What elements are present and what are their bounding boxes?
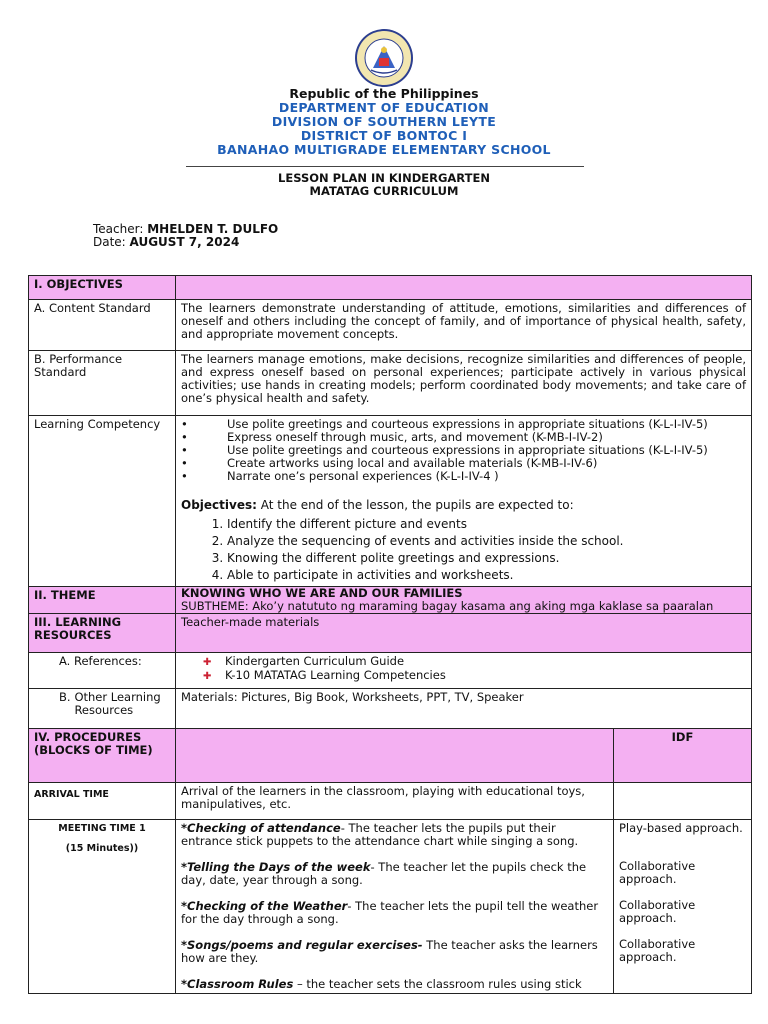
meeting-item: *Checking of attendance- The teacher lets the pupils put their entrance stick puppets to the attendance chart while singing a song. — [181, 821, 579, 848]
performance-standard-text: The learners manage emotions, make decisions, recognize similarities and differences of people, and express oneself based on personal experiences; participate actively in various physical activities; use hands in creating models; perform coordinated body movements; and take care of one’s physical health and safety. — [176, 351, 752, 416]
learning-resources-row — [29, 614, 752, 653]
objectives-intro: Objectives: At the end of the lesson, the pupils are expected to: — [181, 498, 574, 512]
content-standard-row — [29, 300, 752, 351]
content-standard-text: The learners demonstrate understanding of attitude, emotions, similarities and differences of oneself and others including the concept of family, and of importance of physical health, safety, and appropriate movement concepts. — [176, 300, 752, 351]
republic-line: Republic of the Philippines — [289, 86, 479, 101]
subtheme-text: SUBTHEME: Ako’y natututo ng maraming bagay kasama ang aking mga kaklase sa paaralan — [181, 599, 714, 613]
meeting-item: *Telling the Days of the week- The teacher let the pupils check the day, date, year through a song. — [181, 860, 587, 887]
objectives-list — [181, 516, 746, 584]
lesson-date: AUGUST 7, 2024 — [129, 235, 240, 249]
arrow-bullet-icon: ✚ — [203, 671, 212, 682]
approach-label: Collaborative approach. — [619, 898, 696, 925]
competency-item: • Narrate one’s personal experiences (K-L-I-IV-4 ) — [181, 470, 746, 483]
arrival-time-text: Arrival of the learners in the classroom, playing with educational toys, manipulatives, etc. — [176, 783, 614, 820]
teacher-name: MHELDEN T. DULFO — [147, 222, 279, 236]
objectives-heading: I. OBJECTIVES — [29, 276, 176, 300]
objective-item: 4. Able to participate in activities and worksheets. — [227, 567, 746, 584]
competency-item: • Use polite greetings and courteous expressions in appropriate situations (K-L-I-IV-5) — [181, 444, 746, 457]
theme-row — [29, 587, 752, 614]
content-standard-label: A. Content Standard — [29, 300, 176, 351]
curriculum-title: MATATAG CURRICULUM — [309, 184, 459, 198]
other-resources-value: Materials: Pictures, Big Book, Worksheets, PPT, TV, Speaker — [176, 689, 752, 729]
procedures-heading-row — [29, 729, 752, 783]
approach-label: Collaborative approach. — [619, 859, 696, 886]
arrow-bullet-icon: ✚ — [203, 657, 212, 668]
performance-standard-label: B. Performance Standard — [29, 351, 176, 416]
competency-item: • Express oneself through music, arts, and movement (K-MB-I-IV-2) — [181, 431, 746, 444]
learning-competency-row — [29, 416, 752, 587]
lesson-plan-title: LESSON PLAN IN KINDERGARTEN — [278, 171, 490, 185]
idf-heading: IDF — [614, 729, 752, 783]
header-divider — [186, 166, 584, 167]
meeting-time-duration: (15 Minutes)) — [65, 843, 139, 854]
objectives-heading-row — [29, 276, 752, 300]
theme-heading: II. THEME — [29, 587, 176, 614]
learning-competency-label: Learning Competency — [29, 416, 176, 587]
objective-item: 2. Analyze the sequencing of events and activities inside the school. — [227, 533, 746, 550]
meeting-time-row — [29, 820, 752, 994]
reference-item: ✚ Kindergarten Curriculum Guide — [203, 654, 405, 668]
meeting-time-label: MEETING TIME 1 — [58, 823, 146, 834]
school-line: BANAHAO MULTIGRADE ELEMENTARY SCHOOL — [217, 142, 551, 157]
approach-label: Collaborative approach. — [619, 937, 696, 964]
department-line: DEPARTMENT OF EDUCATION — [278, 100, 490, 115]
meeting-item: *Checking of the Weather- The teacher lets the pupil tell the weather for the day through a song. — [181, 899, 599, 926]
meeting-item: *Songs/poems and regular exercises- The teacher asks the learners how are they. — [181, 938, 598, 965]
other-resources-row — [29, 689, 752, 729]
theme-title: KNOWING WHO WE ARE AND OUR FAMILIES — [181, 586, 463, 600]
arrival-time-label: ARRIVAL TIME — [29, 783, 176, 820]
teacher-line: Teacher: MHELDEN T. DULFO — [93, 222, 279, 236]
objective-item: 3. Knowing the different polite greetings and expressions. — [227, 550, 746, 567]
lesson-plan-table — [28, 275, 752, 994]
division-line: DIVISION OF SOUTHERN LEYTE — [271, 114, 497, 129]
competency-item: • Use polite greetings and courteous expressions in appropriate situations (K-L-I-IV-5) — [181, 418, 746, 431]
meeting-item: *Classroom Rules – the teacher sets the classroom rules using stick — [181, 977, 582, 991]
learning-resources-value: Teacher-made materials — [176, 614, 752, 653]
district-line: DISTRICT OF BONTOC I — [300, 128, 468, 143]
performance-standard-row — [29, 351, 752, 416]
procedures-heading: IV. PROCEDURES (BLOCKS OF TIME) — [29, 729, 176, 783]
references-row — [29, 653, 752, 689]
objective-item: 1. Identify the different picture and events — [227, 516, 746, 533]
reference-item: ✚ K-10 MATATAG Learning Competencies — [203, 668, 446, 682]
competency-list — [181, 418, 746, 483]
date-line: Date: AUGUST 7, 2024 — [93, 235, 240, 249]
references-label: A. References: — [29, 653, 176, 689]
deped-seal-logo — [351, 28, 417, 88]
arrival-time-row — [29, 783, 752, 820]
competency-item: • Create artworks using local and available materials (K-MB-I-IV-6) — [181, 457, 746, 470]
approach-label: Play-based approach. — [619, 821, 743, 835]
other-resources-label: B. Other Learning Resources — [59, 690, 161, 717]
learning-resources-heading: III. LEARNING RESOURCES — [29, 614, 176, 653]
